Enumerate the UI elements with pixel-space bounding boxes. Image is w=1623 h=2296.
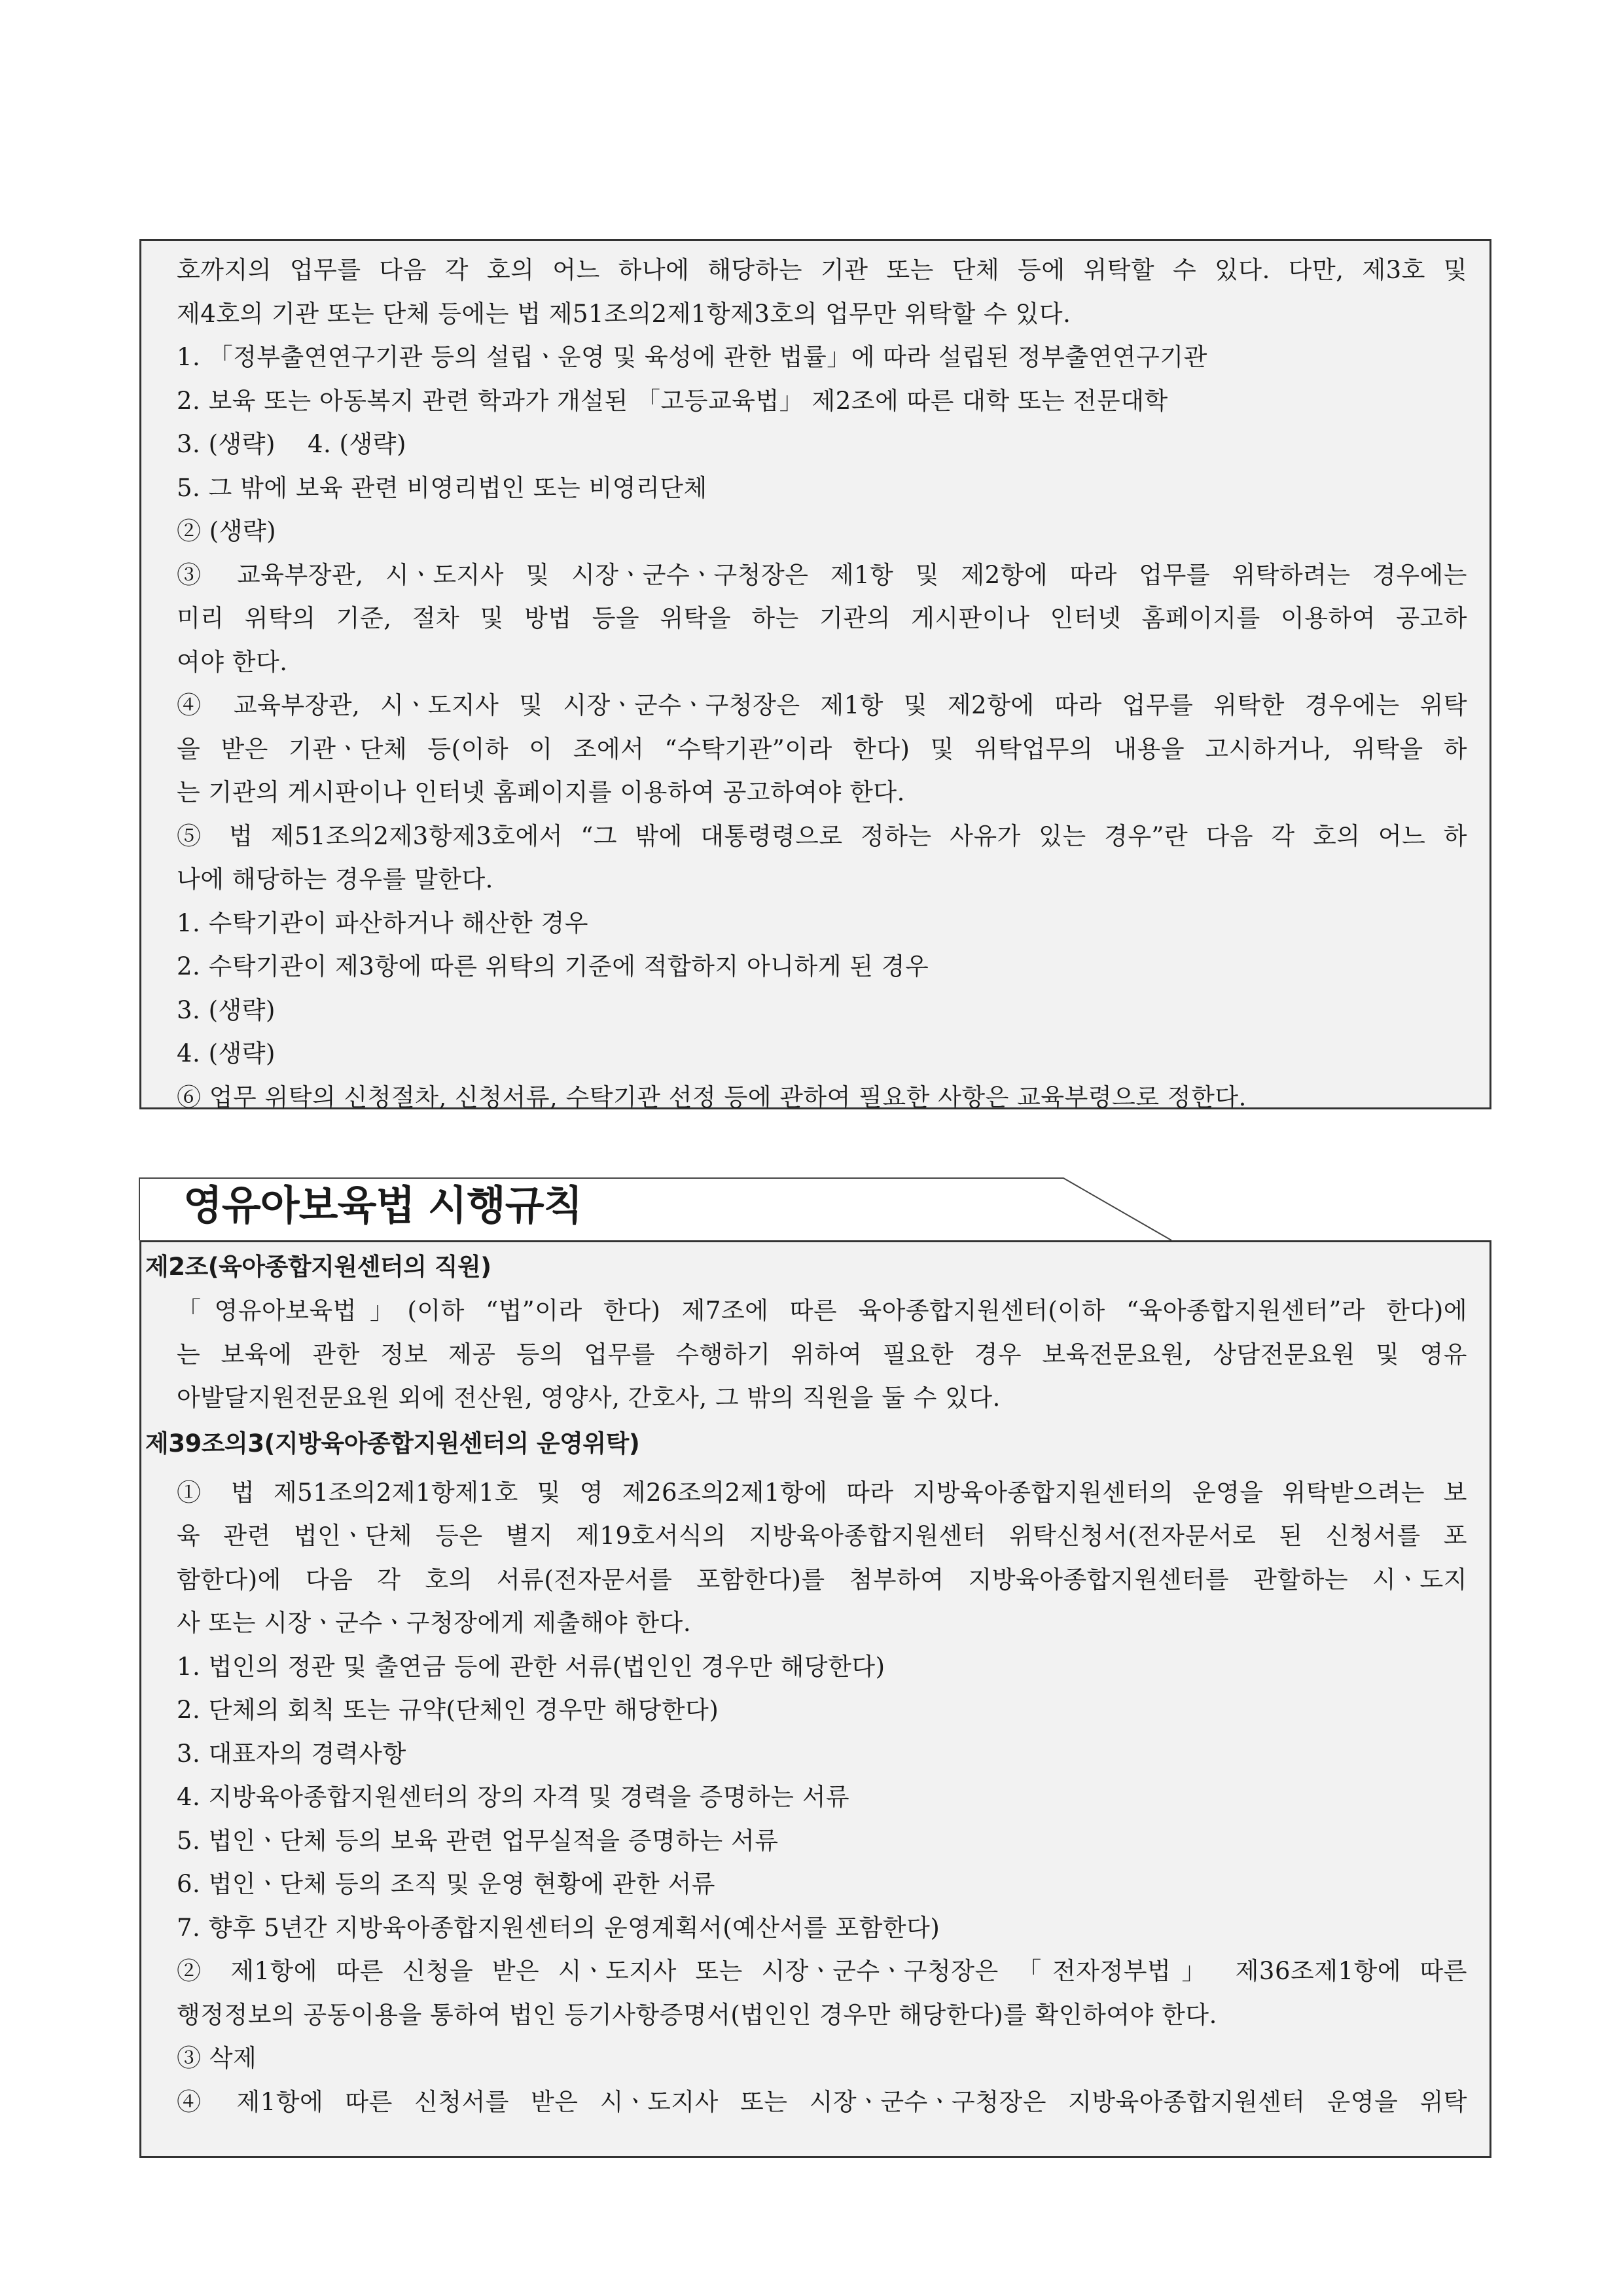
text-line: 행정정보의 공동이용을 통하여 법인 등기사항증명서(법인인 경우만 해당한다)를 확인하여야 한다. (177, 2000, 1217, 2029)
text-line: ⑥ 업무 위탁의 신청절차, 신청서류, 수탁기관 선정 등에 관하여 필요한 사항은 교육부령으로 정한다. (177, 1083, 1247, 1111)
text-line: 1. 법인의 정관 및 출연금 등에 관한 서류(법인인 경우만 해당한다) (177, 1652, 885, 1681)
article-2-body (141, 1289, 1467, 1420)
text-line: ③ 삭제 (177, 2044, 257, 2072)
text-line: 호까지의 업무를 다음 각 호의 어느 하나에 해당하는 기관 또는 단체 등에 위탁할 수 있다. 다만, 제3호 및 (177, 256, 1467, 284)
text-line: 육 관련 법인ㆍ단체 등은 별지 제19호서식의 지방육아종합지원센터 위탁신청서(전자문서로 된 신청서를 포 (177, 1522, 1467, 1550)
text-line: 는 기관의 게시판이나 인터넷 홈페이지를 이용하여 공고하여야 한다. (177, 778, 905, 806)
text-line: ④ 교육부장관, 시ㆍ도지사 및 시장ㆍ군수ㆍ구청장은 제1항 및 제2항에 따라 업무를 위탁한 경우에는 위탁 (177, 691, 1467, 719)
text-line: 을 받은 기관ㆍ단체 등(이하 이 조에서 “수탁기관”이라 한다) 및 위탁업무의 내용을 고시하거나, 위탁을 하 (177, 734, 1467, 763)
text-line: 1. 「정부출연연구기관 등의 설립ㆍ운영 및 육성에 관한 법률」에 따라 설립된 정부출연연구기관 (177, 343, 1207, 371)
text-line: 5. 그 밖에 보육 관련 비영리법인 또는 비영리단체 (177, 473, 707, 502)
text-line: 2. 수탁기관이 제3항에 따른 위탁의 기준에 적합하지 아니하게 된 경우 (177, 952, 929, 980)
text-line: 4. 지방육아종합지원센터의 장의 자격 및 경력을 증명하는 서류 (177, 1783, 850, 1811)
text-line: 미리 위탁의 기준, 절차 및 방법 등을 위탁을 하는 기관의 게시판이나 인터넷 홈페이지를 이용하여 공고하 (177, 604, 1467, 632)
text-line: 제4호의 기관 또는 단체 등에는 법 제51조의2제1항제3호의 업무만 위탁할 수 있다. (177, 299, 1071, 328)
section-title: 영유아보육법 시행규칙 (183, 1181, 582, 1229)
text-line: 나에 해당하는 경우를 말한다. (177, 865, 493, 893)
enforcement-decree-continuation-box (139, 239, 1491, 1109)
text-line: 1. 수탁기관이 파산하거나 해산한 경우 (177, 908, 588, 937)
text-line: 는 보육에 관한 정보 제공 등의 업무를 수행하기 위하여 필요한 경우 보육전문요원, 상담전문요원 및 영유 (177, 1340, 1467, 1369)
enforcement-rules-box (139, 1240, 1491, 2158)
text-line: 3. (생략) (177, 996, 276, 1024)
text-line: ① 법 제51조의2제1항제1호 및 영 제26조의2제1항에 따라 지방육아종합지원센터의 운영을 위탁받으려는 보 (177, 1478, 1467, 1507)
article-39-3-body (141, 1471, 1467, 2125)
text-line: ② (생략) (177, 517, 277, 545)
article-39-3-heading: 제39조의3(지방육아종합지원센터의 운영위탁) (145, 1429, 640, 1458)
text-line: ② 제1항에 따른 신청을 받은 시ㆍ도지사 또는 시장ㆍ군수ㆍ구청장은 「전자정부법」 제36조제1항에 따른 (177, 1957, 1467, 1985)
text-line: 2. 단체의 회칙 또는 규약(단체인 경우만 해당한다) (177, 1696, 719, 1724)
article-2-heading: 제2조(육아종합지원센터의 직원) (145, 1253, 491, 1281)
text-line: 3. (생략) 4. (생략) (177, 430, 406, 458)
text-line: ③ 교육부장관, 시ㆍ도지사 및 시장ㆍ군수ㆍ구청장은 제1항 및 제2항에 따라 업무를 위탁하려는 경우에는 (177, 560, 1467, 589)
text-line: ④ 제1항에 따른 신청서를 받은 시ㆍ도지사 또는 시장ㆍ군수ㆍ구청장은 지방육아종합지원센터 운영을 위탁 (177, 2087, 1467, 2116)
text-line: 4. (생략) (177, 1039, 276, 1067)
text-line: 「영유아보육법」(이하 “법”이라 한다) 제7조에 따른 육아종합지원센터(이하 “육아종합지원센터”라 한다)에 (177, 1297, 1467, 1325)
text-line: 사 또는 시장ㆍ군수ㆍ구청장에게 제출해야 한다. (177, 1609, 692, 1637)
text-line: 3. 대표자의 경력사항 (177, 1739, 406, 1768)
text-line: 여야 한다. (177, 647, 288, 676)
text-line: 5. 법인ㆍ단체 등의 보육 관련 업무실적을 증명하는 서류 (177, 1826, 779, 1855)
text-line: 아발달지원전문요원 외에 전산원, 영양사, 간호사, 그 밖의 직원을 둘 수 있다. (177, 1384, 1001, 1412)
text-line: 6. 법인ㆍ단체 등의 조직 및 운영 현황에 관한 서류 (177, 1870, 715, 1898)
text-line: 7. 향후 5년간 지방육아종합지원센터의 운영계획서(예산서를 포함한다) (177, 1913, 940, 1942)
text-line: ⑤ 법 제51조의2제3항제3호에서 “그 밖에 대통령령으로 정하는 사유가 있는 경우”란 다음 각 호의 어느 하 (177, 821, 1467, 850)
text-line: 함한다)에 다음 각 호의 서류(전자문서를 포함한다)를 첨부하여 지방육아종합지원센터를 관할하는 시ㆍ도지 (177, 1565, 1467, 1594)
text-line: 2. 보육 또는 아동복지 관련 학과가 개설된 「고등교육법」 제2조에 따른 대학 또는 전문대학 (177, 386, 1168, 415)
